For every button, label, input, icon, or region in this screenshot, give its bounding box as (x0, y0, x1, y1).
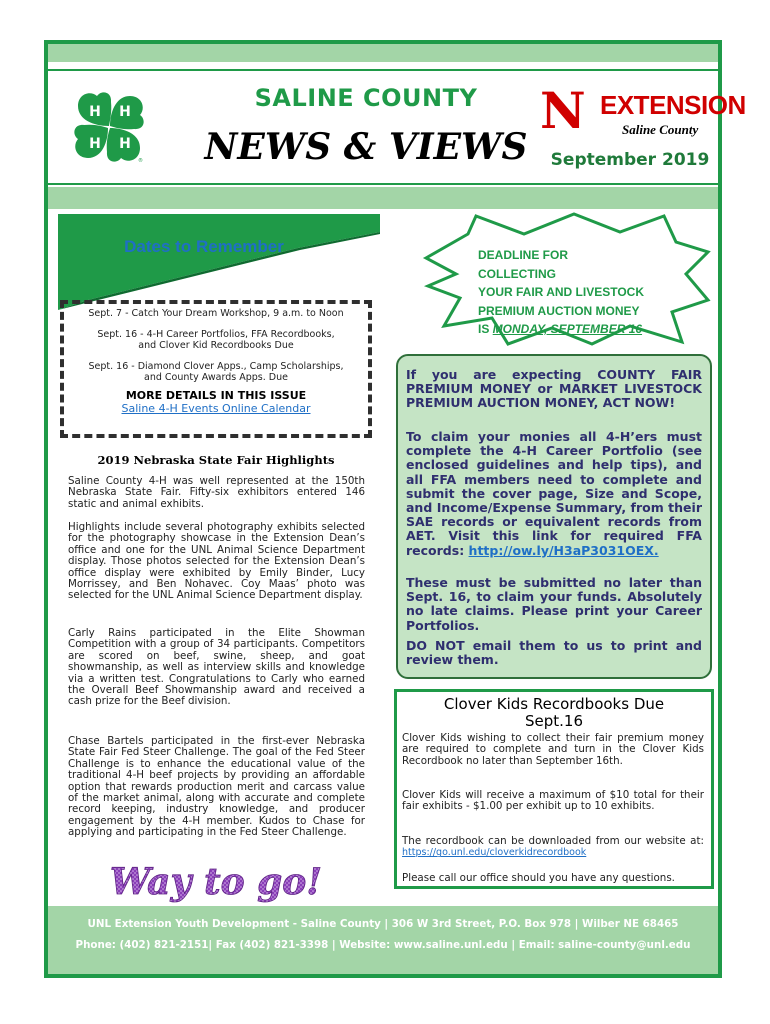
clover-title-line: Clover Kids Recordbooks Due (443, 695, 665, 713)
recordbook-link[interactable]: https://go.unl.edu/cloverkidrecordbook (402, 847, 587, 859)
way-to-go-text: Way to go! (109, 861, 323, 903)
money-paragraph: If you are expecting COUNTY FAIR PREMIUM MONEY or MARKET LIVESTOCK PREMIUM AUCTION MONEY, ACT NOW! (406, 367, 702, 411)
fair-paragraph: Saline County 4-H was well represented at the 150th Nebraska State Fair. Fifty-six exhibitors entered 146 static and animal exhibits. (68, 475, 365, 510)
county-title: SALINE COUNTY (254, 84, 478, 112)
middle-band (48, 187, 718, 209)
clover-paragraph: Please call our office should you have any questions. (402, 872, 675, 884)
registered-mark: ® (138, 158, 143, 164)
money-paragraph: These must be submitted no later than Sept. 16, to claim your funds. Absolutely no late claims. Please print your Career Portfolios. (406, 575, 702, 633)
clover-paragraph: Clover Kids wishing to collect their fair premium money are required to complete and turn in the Clover Kids Recordbook no later than September 16th. (402, 732, 704, 767)
date-item: and County Awards Apps. Due (144, 372, 288, 383)
date-item: Sept. 16 - Diamond Clover Apps., Camp Scholarships, (88, 361, 344, 372)
clover-title-line: Sept.16 (524, 712, 583, 730)
svg-text:H: H (89, 136, 101, 152)
top-band (48, 44, 718, 62)
svg-text:H: H (119, 104, 131, 120)
header-rule-top (48, 69, 718, 71)
money-paragraph: DO NOT email them to us to print and review them. (406, 638, 702, 668)
deadline-prefix: IS (478, 322, 493, 336)
issue-date: September 2019 (550, 150, 710, 170)
ffa-records-link[interactable]: http://ow.ly/H3aP3031OEX. (468, 542, 659, 558)
extension-word: EXTENSION (600, 90, 746, 120)
money-paragraph-text: To claim your monies all 4-H’ers must complete the 4-H Career Portfolio (see enclosed guidelines and help tips), and all FFA members need to complete and submit the cover page, Size and Scope, and Income/Expense Summary, from their SAE records or equivalent records from AET. Visit this link for required FFA records: (406, 429, 702, 558)
deadline-line (478, 320, 648, 339)
clover-kids-title (398, 696, 710, 730)
events-calendar-link[interactable]: Saline 4-H Events Online Calendar (121, 402, 311, 415)
fair-paragraph: Highlights include several photography exhibits selected for the photography showcase in the Extension Dean’s office and one for the UNL Animal Science Department display. Those photos selected for the Extension Dean’s office display were exhibited by Emily Binder, Lucy Morrissey, and Ben Nohavec. Coy Maas’ photo was selected for the UNL Animal Science Department display. (68, 521, 365, 602)
nebraska-n-icon: N (540, 81, 586, 140)
extension-county: Saline County (622, 122, 699, 137)
fair-paragraph: Chase Bartels participated in the first-ever Nebraska State Fair Fed Steer Challenge. The goal of the Fed Steer Challenge is to enhance the educational value of the traditional 4-H beef projects by providing an affordable option that rewards production merit and carcass value of the market animal, along with accurate and complete record keeping, industry knowledge, and producer engagement by the 4-H member. Kudos to Chase for applying and participating in the Fed Steer Challenge. (68, 735, 365, 839)
dates-banner-shape (58, 214, 380, 310)
fair-paragraph: Carly Rains participated in the Elite Showman Competition with a group of 34 participants. Competitors are scored on beef, swine, sheep, and goat showmanship, as well as interview skills and knowledge via a written test. Congratulations to Carly who earned the Overall Beef Showmanship award and received a cash prize for the Beef division. (68, 627, 365, 708)
date-item: and Clover Kid Recordbooks Due (138, 340, 294, 351)
clover-paragraph (402, 836, 704, 859)
money-paragraph (406, 430, 702, 558)
clover-paragraph-text: The recordbook can be downloaded from our website at: (402, 835, 704, 847)
deadline-date: MONDAY, SEPTEMBER 16 (492, 322, 643, 336)
svg-text:H: H (119, 136, 131, 152)
newsletter-title: NEWS & VIEWS (204, 126, 528, 168)
footer-address: UNL Extension Youth Development - Saline County | 306 W 3rd Street, P.O. Box 978 | Wilber NE 68465 (87, 918, 679, 930)
date-item: Sept. 7 - Catch Your Dream Workshop, 9 a.m. to Noon (88, 308, 344, 319)
four-h-clover-logo (64, 82, 154, 172)
clover-paragraph: Clover Kids will receive a maximum of $10 total for their fair exhibits - $1.00 per exhibit up to 10 exhibits. (402, 789, 704, 813)
extension-logo (540, 81, 746, 140)
way-to-go-graphic (109, 858, 323, 903)
more-details-label: MORE DETAILS IN THIS ISSUE (125, 389, 307, 402)
deadline-notice (478, 246, 648, 339)
deadline-line: PREMIUM AUCTION MONEY (478, 303, 640, 318)
dates-title: Dates to Remember (124, 237, 284, 256)
fair-highlights-title: 2019 Nebraska State Fair Highlights (97, 453, 335, 467)
footer-contact: Phone: (402) 821-2151| Fax (402) 821-3398 | Website: www.saline.unl.edu | Email: saline-county@unl.edu (75, 939, 691, 951)
deadline-line: YOUR FAIR AND LIVESTOCK (478, 285, 645, 299)
header-rule-bottom (48, 183, 718, 185)
date-item: Sept. 16 - 4-H Career Portfolios, FFA Recordbooks, (97, 329, 335, 340)
svg-text:H: H (89, 104, 101, 120)
deadline-line: DEADLINE FOR COLLECTING (478, 248, 568, 281)
